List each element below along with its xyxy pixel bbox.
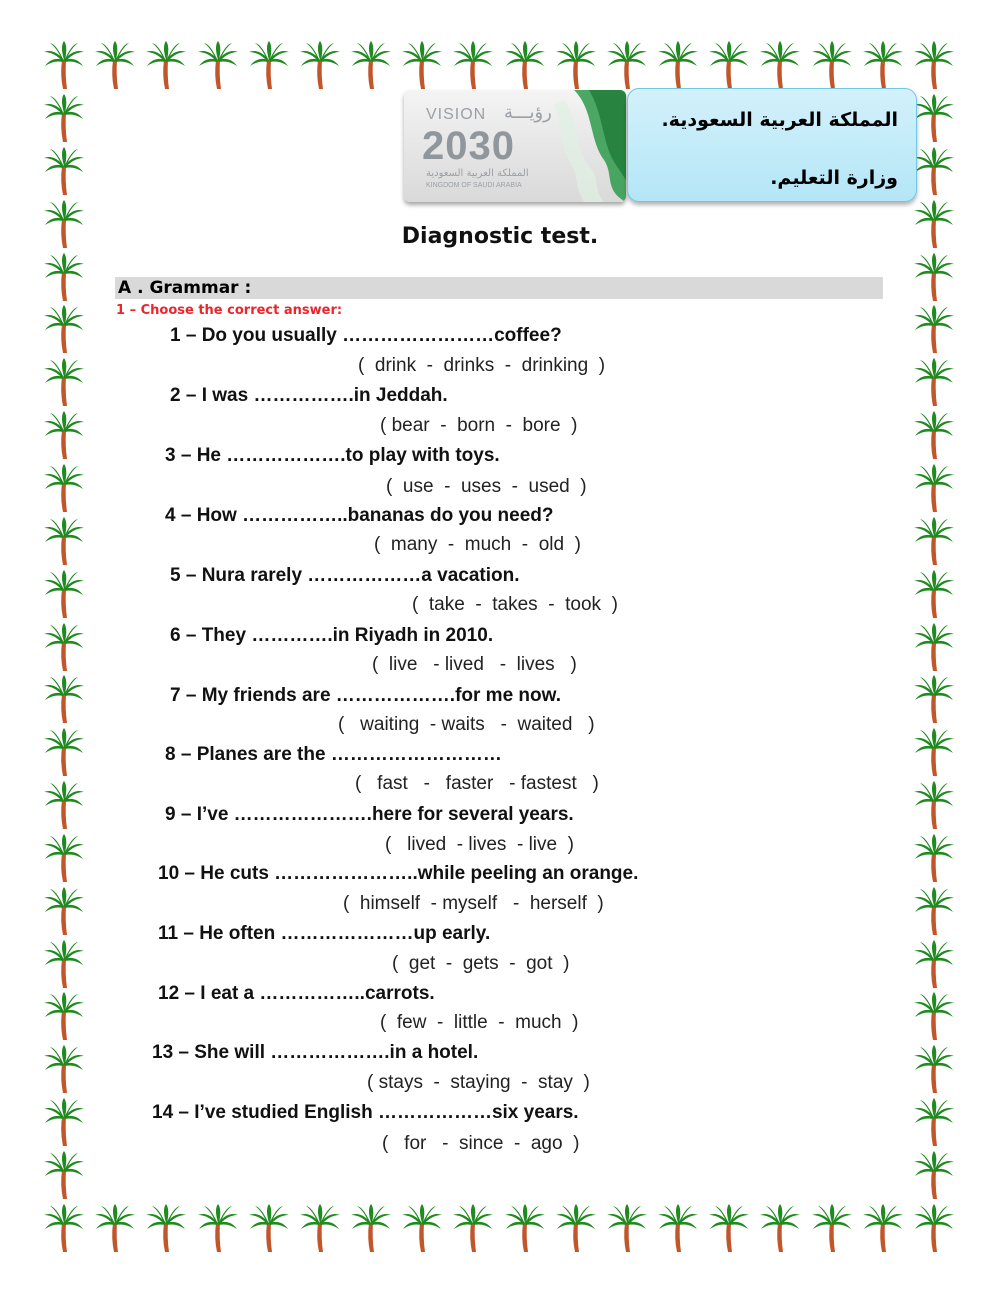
palm-tree-icon [503, 1203, 547, 1253]
palm-tree-icon [707, 1203, 751, 1253]
palm-tree-icon [42, 410, 86, 460]
palm-tree-icon [912, 463, 956, 513]
question-13: 13 – She will ……………….in a hotel. [152, 1042, 479, 1063]
options-14: ( for - since - ago ) [382, 1133, 580, 1154]
section-heading-bar [115, 277, 883, 299]
options-6: ( live - lived - lives ) [372, 654, 577, 675]
options-12: ( few - little - much ) [380, 1012, 579, 1033]
palm-tree-icon [605, 1203, 649, 1253]
palm-tree-icon [144, 40, 188, 90]
question-6: 6 – They ………….in Riyadh in 2010. [170, 625, 494, 646]
question-7: 7 – My friends are ……………….for me now. [170, 685, 561, 706]
palm-tree-icon [42, 1150, 86, 1200]
palm-tree-icon [349, 40, 393, 90]
palm-tree-icon [707, 40, 751, 90]
question-11: 11 – He often …………………up early. [158, 923, 491, 944]
palm-tree-icon [196, 40, 240, 90]
options-1: ( drink - drinks - drinking ) [358, 355, 606, 376]
palm-tree-icon [42, 463, 86, 513]
palm-tree-icon [912, 1097, 956, 1147]
palm-tree-icon [912, 93, 956, 143]
question-5: 5 – Nura rarely ………………a vacation. [170, 565, 520, 586]
palm-tree-icon [349, 1203, 393, 1253]
palm-tree-icon [861, 40, 905, 90]
question-12: 12 – I eat a ……………..carrots. [158, 983, 435, 1004]
palm-tree-icon [503, 40, 547, 90]
vision-year: 2030 [422, 124, 515, 168]
options-4: ( many - much - old ) [374, 534, 581, 555]
options-8: ( fast - faster - fastest ) [355, 773, 599, 794]
options-10: ( himself - myself - herself ) [343, 893, 604, 914]
options-11: ( get - gets - got ) [392, 953, 570, 974]
palm-tree-icon [656, 1203, 700, 1253]
palm-tree-icon [912, 939, 956, 989]
section-heading: A . Grammar : [118, 278, 252, 298]
palm-tree-icon [42, 1203, 86, 1253]
palm-tree-icon [42, 304, 86, 354]
palm-tree-icon [196, 1203, 240, 1253]
palm-tree-icon [144, 1203, 188, 1253]
palm-tree-icon [42, 569, 86, 619]
question-9: 9 – I’ve ………………….here for several years. [165, 804, 574, 825]
palm-tree-icon [42, 252, 86, 302]
options-7: ( waiting - waits - waited ) [338, 714, 595, 735]
palm-tree-icon [912, 252, 956, 302]
palm-tree-icon [42, 886, 86, 936]
palm-tree-icon [42, 622, 86, 672]
palm-tree-icon [605, 40, 649, 90]
palm-tree-icon [42, 833, 86, 883]
palm-tree-icon [912, 516, 956, 566]
saudi-flag-icon [544, 90, 626, 202]
palm-tree-icon [912, 780, 956, 830]
palm-tree-icon [298, 40, 342, 90]
palm-tree-icon [247, 1203, 291, 1253]
palm-tree-icon [912, 991, 956, 1041]
palm-tree-icon [912, 622, 956, 672]
ministry-name: وزارة التعليم. [770, 167, 898, 189]
question-8: 8 – Planes are the ……………………… [165, 744, 502, 765]
palm-tree-icon [298, 1203, 342, 1253]
palm-tree-icon [912, 40, 956, 90]
instruction-text: 1 – Choose the correct answer: [116, 303, 343, 318]
palm-tree-icon [93, 1203, 137, 1253]
palm-tree-icon [42, 1097, 86, 1147]
palm-tree-icon [810, 40, 854, 90]
palm-tree-icon [758, 1203, 802, 1253]
palm-tree-icon [861, 1203, 905, 1253]
palm-tree-icon [93, 40, 137, 90]
palm-tree-icon [247, 40, 291, 90]
palm-tree-icon [912, 569, 956, 619]
ministry-header-box [627, 88, 917, 202]
palm-tree-icon [758, 40, 802, 90]
palm-tree-icon [451, 40, 495, 90]
palm-tree-icon [912, 886, 956, 936]
question-3: 3 – He ……………….to play with toys. [165, 445, 500, 466]
options-13: ( stays - staying - stay ) [367, 1072, 590, 1093]
palm-tree-icon [400, 1203, 444, 1253]
palm-tree-icon [451, 1203, 495, 1253]
vision-word: VISION [426, 106, 487, 123]
palm-tree-icon [42, 357, 86, 407]
palm-tree-icon [912, 1044, 956, 1094]
vision-2030-logo [404, 90, 626, 202]
palm-tree-icon [42, 40, 86, 90]
palm-tree-icon [42, 674, 86, 724]
palm-tree-icon [912, 146, 956, 196]
palm-tree-icon [554, 1203, 598, 1253]
question-2: 2 – I was …………….in Jeddah. [170, 385, 448, 406]
palm-tree-icon [42, 1044, 86, 1094]
palm-tree-icon [912, 1150, 956, 1200]
options-5: ( take - takes - took ) [412, 594, 618, 615]
kingdom-name-arabic: المملكة العربية السعودية [426, 168, 529, 179]
palm-tree-icon [42, 146, 86, 196]
palm-tree-icon [42, 93, 86, 143]
palm-tree-icon [912, 410, 956, 460]
options-3: ( use - uses - used ) [386, 476, 587, 497]
question-1: 1 – Do you usually ……………………coffee? [170, 325, 562, 346]
palm-tree-icon [810, 1203, 854, 1253]
palm-tree-icon [42, 991, 86, 1041]
palm-tree-icon [912, 1203, 956, 1253]
palm-tree-icon [554, 40, 598, 90]
vision-arabic-word: رؤيـــة [504, 102, 552, 123]
palm-tree-icon [400, 40, 444, 90]
options-9: ( lived - lives - live ) [385, 834, 574, 855]
palm-tree-icon [42, 780, 86, 830]
palm-tree-icon [912, 674, 956, 724]
palm-tree-icon [912, 357, 956, 407]
question-4: 4 – How ……………..bananas do you need? [165, 505, 554, 526]
palm-tree-icon [912, 833, 956, 883]
palm-tree-icon [656, 40, 700, 90]
kingdom-name: المملكة العربية السعودية. [661, 109, 898, 131]
palm-tree-icon [42, 939, 86, 989]
question-10: 10 – He cuts …………………..while peeling an orange. [158, 863, 639, 884]
palm-tree-icon [42, 516, 86, 566]
options-2: ( bear - born - bore ) [380, 415, 578, 436]
question-14: 14 – I’ve studied English ………………six years. [152, 1102, 579, 1123]
palm-tree-icon [912, 304, 956, 354]
palm-tree-icon [42, 727, 86, 777]
kingdom-name-english: KINGDOM OF SAUDI ARABIA [426, 182, 522, 189]
palm-tree-icon [912, 727, 956, 777]
page-title: Diagnostic test. [401, 224, 599, 249]
